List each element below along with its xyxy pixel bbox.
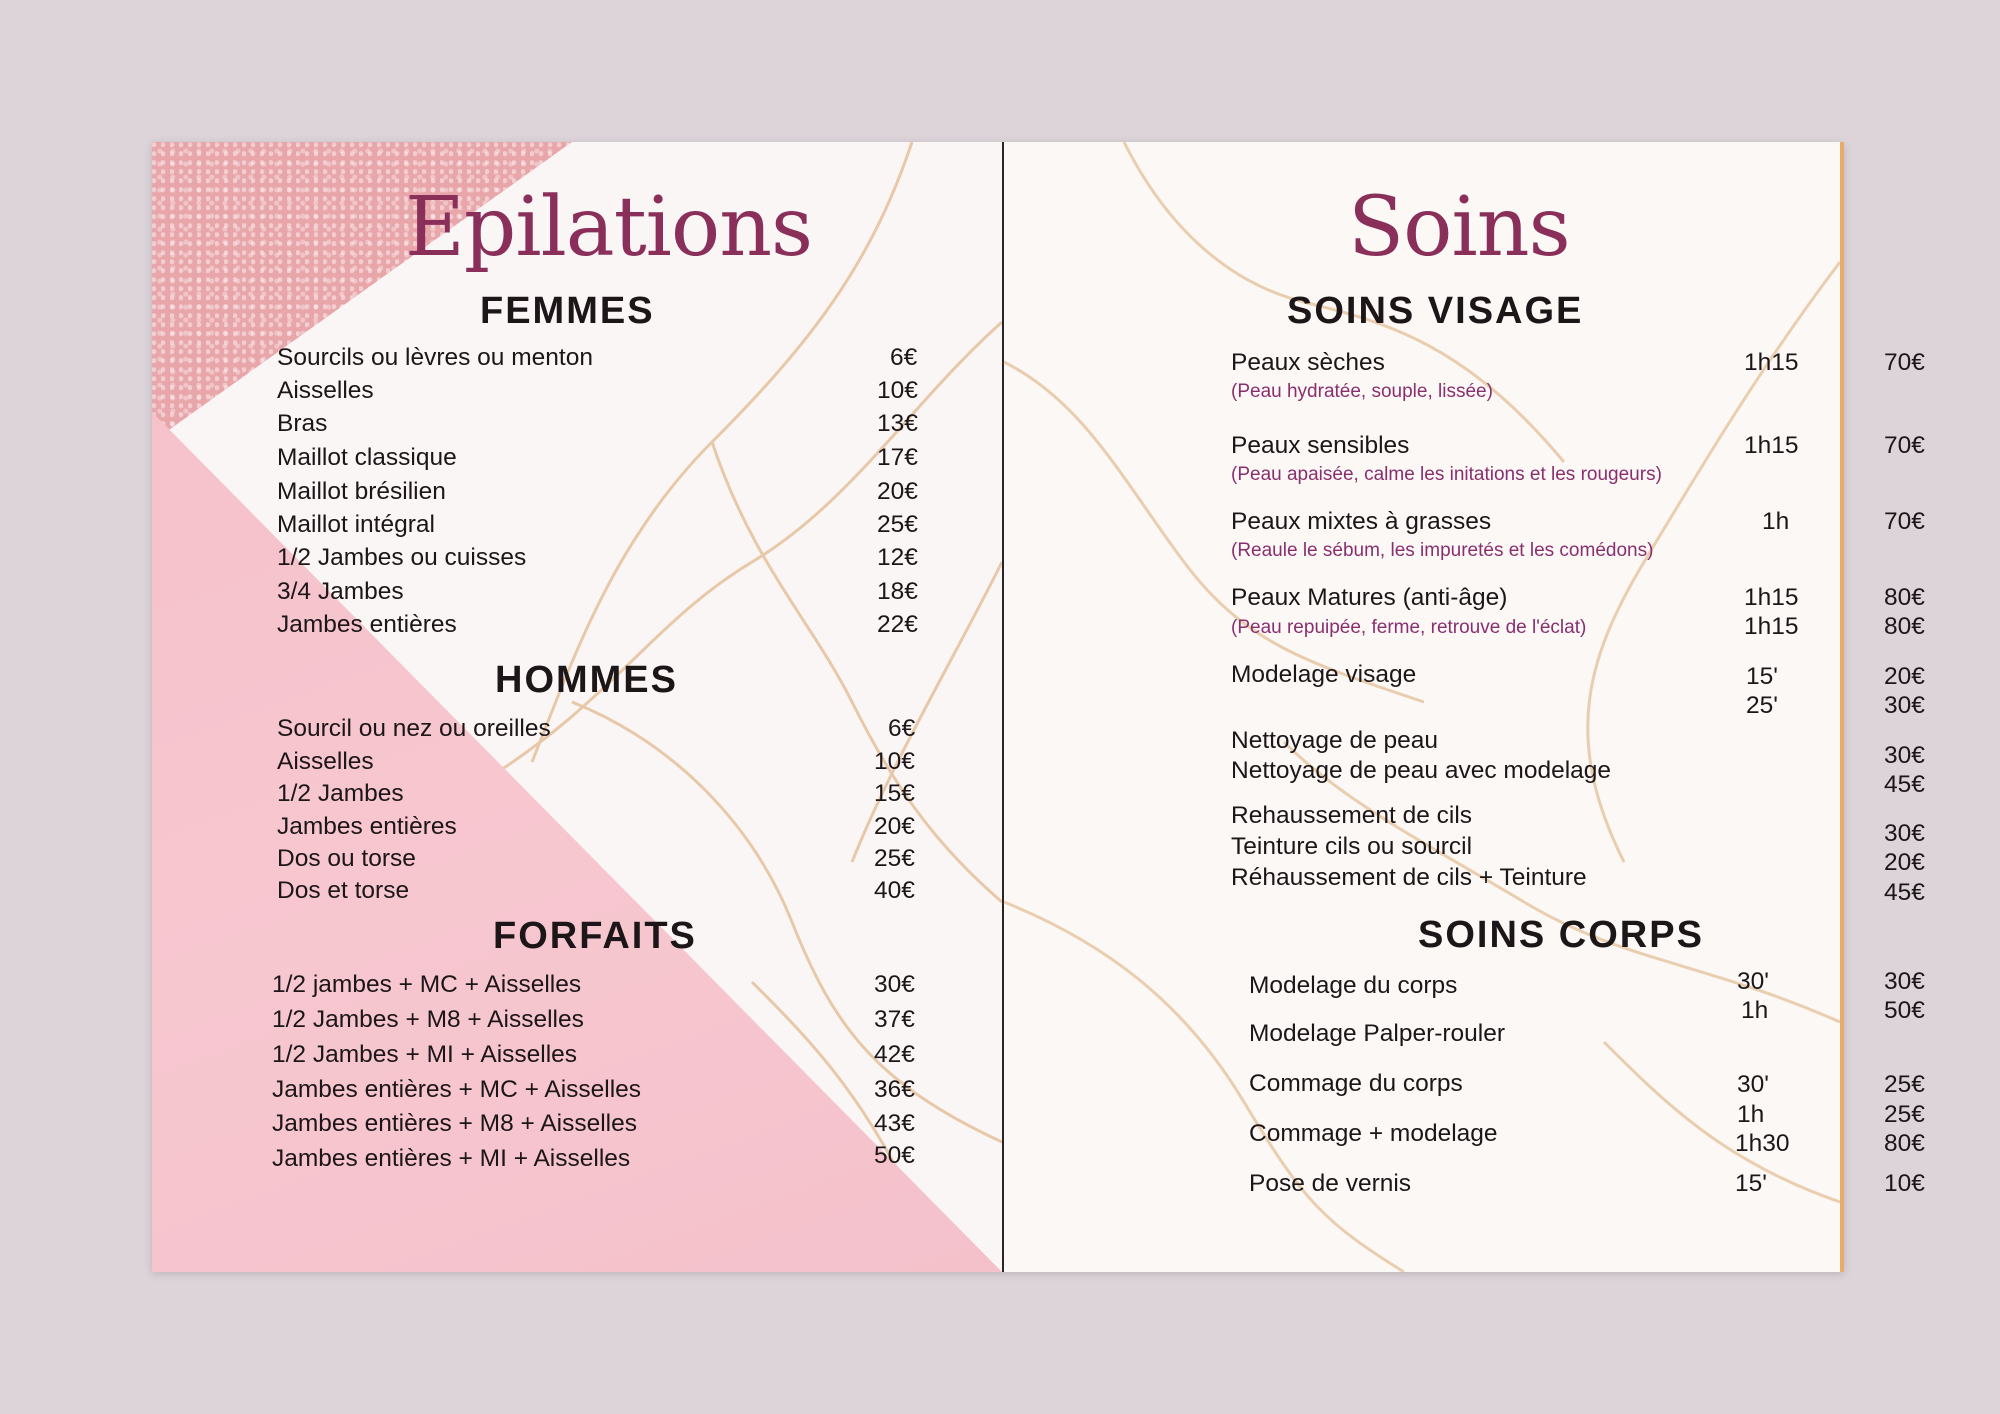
list-item: Peaux Matures (anti-âge) [1231, 584, 1508, 611]
list-item: Pose de vernis [1249, 1170, 1412, 1197]
price: 70€ [1884, 432, 1925, 459]
duration: 1h15 [1744, 432, 1799, 459]
price: 20€ [877, 478, 918, 505]
price: 30€ [1884, 692, 1925, 719]
list-item: Commage + modelage [1249, 1120, 1498, 1147]
list-item: Sourcils ou lèvres ou menton [277, 344, 593, 371]
price: 80€ [1884, 584, 1925, 611]
list-item: Aisselles [277, 377, 374, 404]
duration: 1h [1737, 1101, 1765, 1128]
list-item: Maillot brésilien [277, 478, 446, 505]
list-item: Dos et torse [277, 877, 410, 904]
duration: 1h [1741, 997, 1769, 1024]
price: 70€ [1884, 349, 1925, 376]
soins-visage-heading: SOINS VISAGE [1287, 290, 1584, 332]
price: 42€ [874, 1041, 915, 1068]
list-item: Jambes entières + MC + Aisselles [272, 1076, 642, 1103]
list-item: Modelage Palper-rouler [1249, 1020, 1506, 1047]
list-item: Nettoyage de peau [1231, 727, 1439, 754]
list-item: Teinture cils ou sourcil [1231, 833, 1473, 860]
price: 13€ [877, 410, 918, 437]
list-item: Jambes entières [277, 611, 457, 638]
price: 18€ [877, 578, 918, 605]
price: 36€ [874, 1076, 915, 1103]
duration: 1h15 [1744, 613, 1799, 640]
price: 25€ [1884, 1071, 1925, 1098]
price: 15€ [874, 780, 915, 807]
list-item: 1/2 Jambes + M8 + Aisselles [272, 1006, 584, 1033]
price: 70€ [1884, 508, 1925, 535]
price: 25€ [877, 511, 918, 538]
epilations-panel [152, 142, 1002, 1272]
list-item: Nettoyage de peau avec modelage [1231, 757, 1612, 784]
price: 6€ [888, 715, 916, 742]
price: 10€ [874, 748, 915, 775]
soins-title: Soins [1348, 180, 1570, 275]
list-item: Modelage du corps [1249, 972, 1458, 999]
list-item: Réhaussement de cils + Teinture [1231, 864, 1587, 891]
duration: 1h [1762, 508, 1790, 535]
list-item: 1/2 Jambes ou cuisses [277, 544, 527, 571]
price: 20€ [874, 813, 915, 840]
price: 12€ [877, 544, 918, 571]
price: 25€ [874, 845, 915, 872]
price: 40€ [874, 877, 915, 904]
price: 30€ [874, 971, 915, 998]
list-item: 3/4 Jambes [277, 578, 404, 605]
list-item: Modelage visage [1231, 661, 1417, 688]
price: 30€ [1884, 820, 1925, 847]
duration: 15' [1735, 1170, 1767, 1197]
duration: 1h30 [1735, 1130, 1790, 1157]
list-item: 1/2 jambes + MC + Aisselles [272, 971, 582, 998]
price: 22€ [877, 611, 918, 638]
item-description: (Peau hydratée, souple, lissée) [1231, 381, 1493, 402]
list-item: Jambes entières + MI + Aisselles [272, 1145, 631, 1172]
duration: 30' [1737, 1071, 1769, 1098]
list-item: Jambes entières + M8 + Aisselles [272, 1110, 637, 1137]
list-item: Peaux mixtes à grasses [1231, 508, 1492, 535]
list-item: Peaux sèches [1231, 349, 1385, 376]
price: 45€ [1884, 879, 1925, 906]
price: 25€ [1884, 1101, 1925, 1128]
duration: 1h15 [1744, 349, 1799, 376]
list-item: 1/2 Jambes + MI + Aisselles [272, 1041, 578, 1068]
list-item: Commage du corps [1249, 1070, 1463, 1097]
price: 30€ [1884, 742, 1925, 769]
item-description: (Peau apaisée, calme les initations et les rougeurs) [1231, 464, 1662, 485]
list-item: 1/2 Jambes [277, 780, 404, 807]
list-item: Dos ou torse [277, 845, 416, 872]
price: 50€ [1884, 997, 1925, 1024]
price: 30€ [1884, 968, 1925, 995]
soins-panel [1004, 142, 1925, 1272]
list-item: Aisselles [277, 748, 374, 775]
item-description: (Peau repuipée, ferme, retrouve de l'éclat) [1231, 617, 1587, 638]
price: 10€ [1884, 1170, 1925, 1197]
price: 80€ [1884, 613, 1925, 640]
brochure [152, 142, 1925, 1272]
price: 80€ [1884, 1130, 1925, 1157]
list-item: Sourcil ou nez ou oreilles [277, 715, 551, 742]
price: 20€ [1884, 663, 1925, 690]
price: 50€ [874, 1142, 915, 1169]
soins-corps-heading: SOINS CORPS [1418, 914, 1704, 956]
item-description: (Reaule le sébum, les impuretés et les comédons) [1231, 540, 1654, 561]
price: 6€ [890, 344, 918, 371]
gold-edge [1840, 142, 1844, 1272]
price: 43€ [874, 1110, 915, 1137]
list-item: Bras [277, 410, 328, 437]
list-item: Rehaussement de cils [1231, 802, 1473, 829]
price: 37€ [874, 1006, 915, 1033]
price: 20€ [1884, 849, 1925, 876]
price: 10€ [877, 377, 918, 404]
list-item: Maillot intégral [277, 511, 435, 538]
duration: 30' [1737, 968, 1769, 995]
duration: 25' [1746, 692, 1778, 719]
duration: 15' [1746, 663, 1778, 690]
price: 45€ [1884, 771, 1925, 798]
list-item: Maillot classique [277, 444, 457, 471]
forfaits-heading: FORFAITS [493, 915, 697, 957]
femmes-heading: FEMMES [480, 290, 655, 332]
epilations-title: Epilations [405, 180, 813, 275]
hommes-heading: HOMMES [495, 659, 678, 701]
price: 17€ [877, 444, 918, 471]
list-item: Jambes entières [277, 813, 457, 840]
duration: 1h15 [1744, 584, 1799, 611]
list-item: Peaux sensibles [1231, 432, 1410, 459]
